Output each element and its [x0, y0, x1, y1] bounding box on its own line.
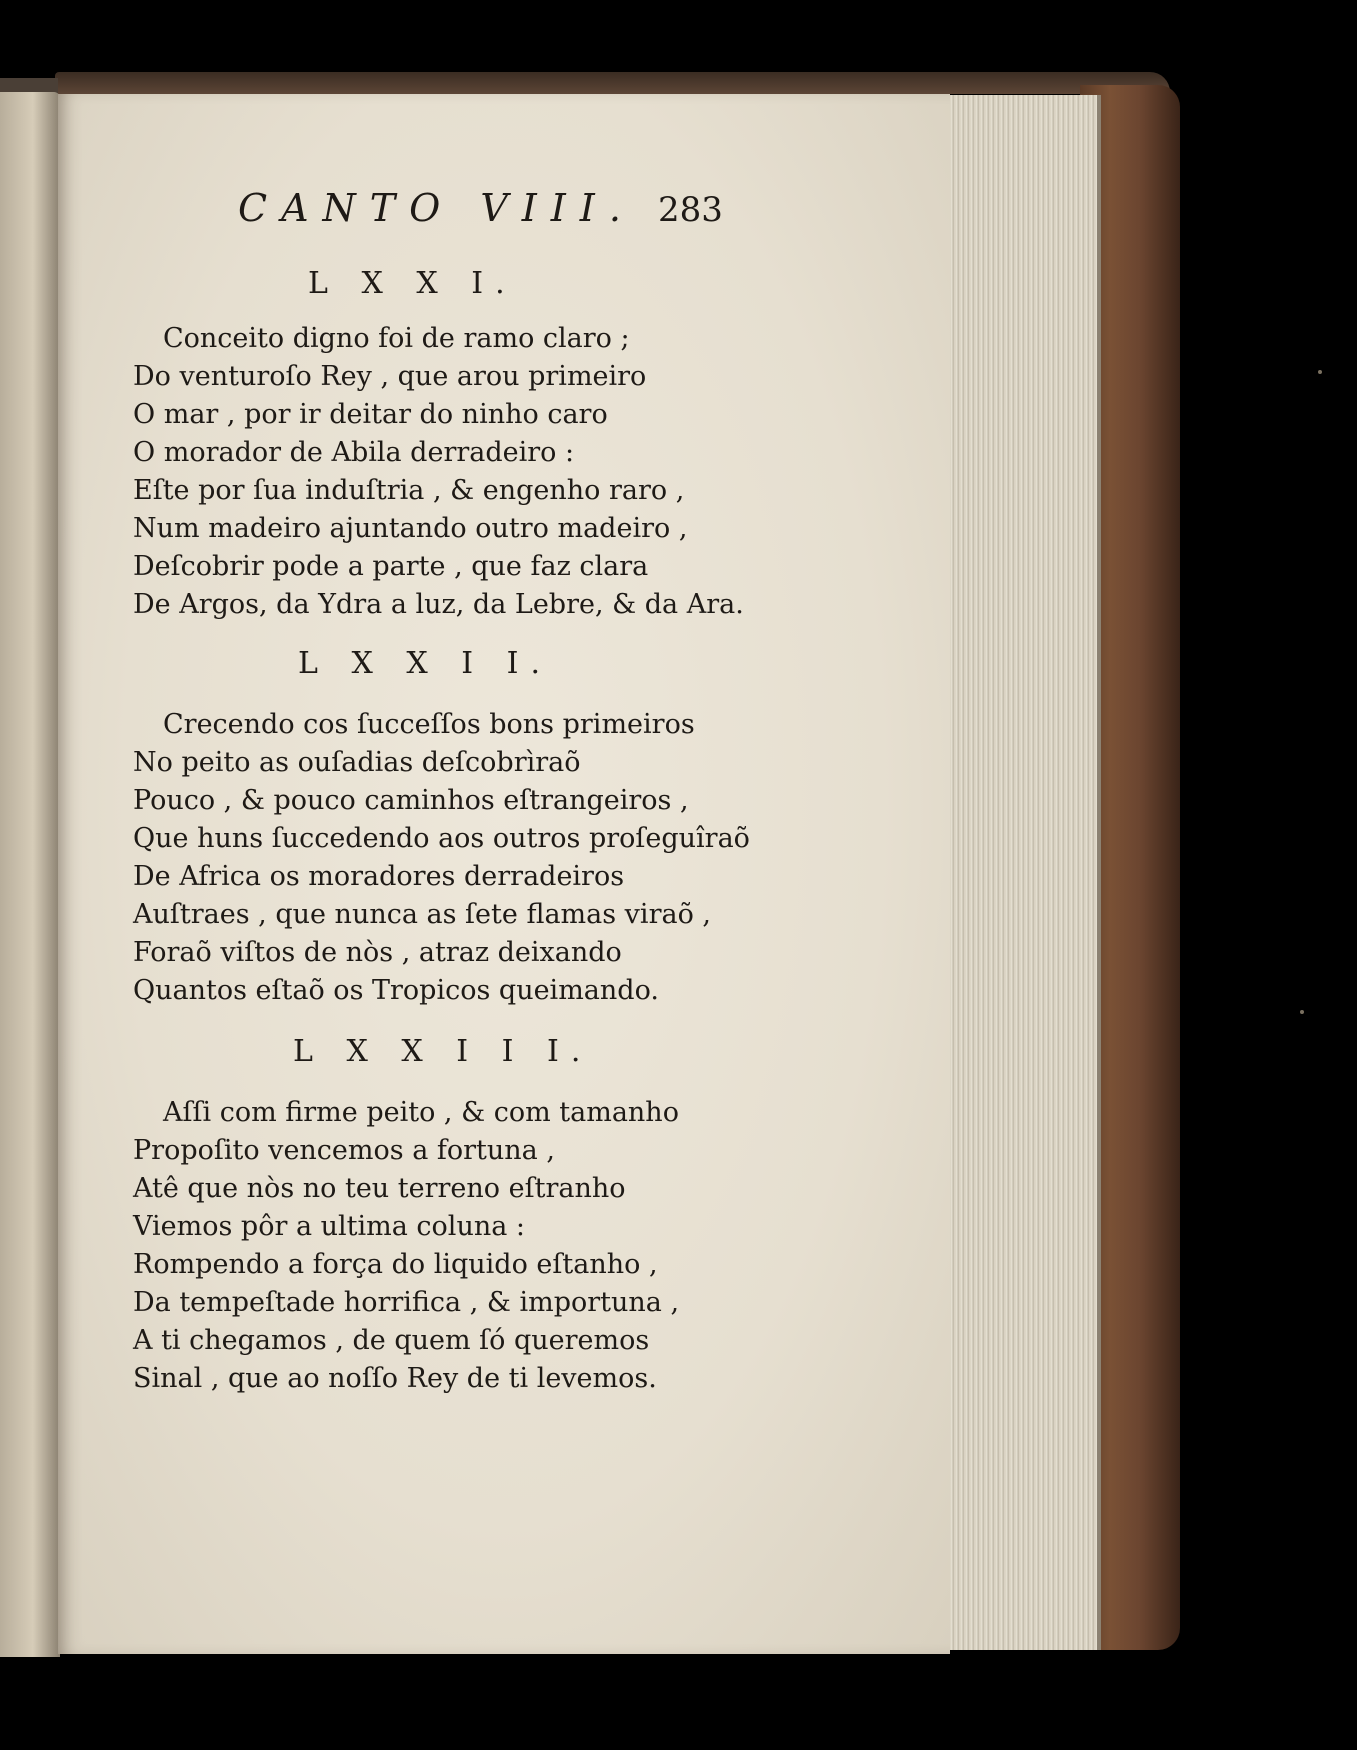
verse-line: Sinal , que ao noſſo Rey de ti levemos. [133, 1363, 657, 1394]
dust-speck [1300, 1010, 1304, 1014]
verse-line: De Africa os moradores derradeiros [133, 861, 625, 892]
stanza-number: L X X I I I. [293, 1034, 593, 1069]
page-number: 283 [658, 190, 723, 230]
verse-line: Deſcobrir pode a parte , que faz clara [133, 551, 649, 582]
verse-line: O morador de Abila derradeiro : [133, 437, 575, 468]
verse-line: Foraõ viſtos de nòs , atraz deixando [133, 937, 622, 968]
verse-line: Propoſito vencemos a fortuna , [133, 1135, 555, 1166]
page-text [58, 94, 950, 1654]
verse-line: No peito as ouſadias deſcobrìraõ [133, 747, 581, 778]
book-binding-top [55, 72, 1170, 94]
book-page [58, 94, 950, 1654]
dust-speck [1318, 370, 1322, 374]
verse-line: Conceito digno foi de ramo claro ; [163, 323, 630, 354]
verse-line: Auſtraes , que nunca as ſete flamas viraõ , [133, 899, 711, 930]
verse-line: O mar , por ir deitar do ninho caro [133, 399, 608, 430]
verse-line: Eſte por ſua induſtria , & engenho raro , [133, 475, 685, 506]
verse-line: Viemos pôr a ultima coluna : [133, 1211, 526, 1242]
verse-line: Da tempeſtade horrifica , & importuna , [133, 1287, 680, 1318]
verse-line: A ti chegamos , de quem ſó queremos [133, 1325, 650, 1356]
verse-line: Aſſi com firme peito , & com tamanho [163, 1097, 679, 1128]
verse-line: Atê que nòs no teu terreno eſtranho [133, 1173, 626, 1204]
verse-line: Crecendo cos ſucceſſos bons primeiros [163, 709, 695, 740]
verse-line: Quantos eſtaõ os Tropicos queimando. [133, 975, 659, 1006]
verse-line: Num madeiro ajuntando outro madeiro , [133, 513, 688, 544]
verse-line: De Argos, da Ydra a luz, da Lebre, & da Ara. [133, 589, 744, 620]
left-facing-page [0, 92, 60, 1657]
verse-line: Que huns ſuccedendo aos outros proſeguîraõ [133, 823, 750, 854]
verse-line: Do venturoſo Rey , que arou primeiro [133, 361, 647, 392]
verse-line: Pouco , & pouco caminhos eſtrangeiros , [133, 785, 689, 816]
running-head-title: CANTO VIII. [238, 186, 635, 230]
page-block-edges [945, 95, 1101, 1650]
stanza-number: L X X I I. [298, 646, 553, 681]
stanza-number: L X X I. [308, 266, 517, 301]
verse-line: Rompendo a força do liquido eſtanho , [133, 1249, 658, 1280]
